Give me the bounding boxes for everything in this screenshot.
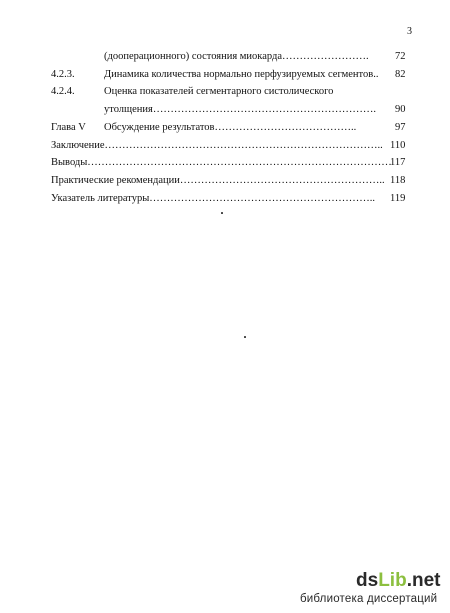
scan-speck xyxy=(221,212,223,214)
toc-entry-title: Обсуждение результатов………………………………….. xyxy=(104,122,357,133)
toc-entry-page: 97 xyxy=(395,122,406,133)
toc-entry-title: Указатель литературы……………………………………………………….. xyxy=(51,193,376,204)
toc-entry-title: Оценка показателей сегментарного систолического xyxy=(104,86,334,97)
watermark-logo-lib: Lib xyxy=(378,570,407,591)
toc-entry-title: Выводы…………………………………………………………………………… xyxy=(51,157,392,168)
toc-entry-page: 117 xyxy=(390,157,406,168)
watermark-logo xyxy=(356,570,440,592)
toc-entry-title: Практические рекомендации………………………………………………….. xyxy=(51,175,385,186)
watermark-subtitle: библиотека диссертаций xyxy=(300,593,438,605)
scan-speck xyxy=(244,336,246,338)
toc-entry-page: 82 xyxy=(395,69,406,80)
toc-entry-label: 4.2.3. xyxy=(51,69,75,80)
toc-entry-title: Заключение…………………………………………………………………….. xyxy=(51,140,383,151)
watermark-logo-net: .net xyxy=(406,570,441,591)
toc-entry-page: 110 xyxy=(390,140,406,151)
page-number: 3 xyxy=(407,26,412,37)
toc-entry-title: (дооперационного) состояния миокарда……………………. xyxy=(104,51,369,62)
toc-entry-label: 4.2.4. xyxy=(51,86,75,97)
toc-entry-page: 119 xyxy=(390,193,406,204)
toc-entry-page: 72 xyxy=(395,51,406,62)
toc-entry-page: 90 xyxy=(395,104,406,115)
watermark-logo-ds: ds xyxy=(356,570,379,591)
toc-entry-title: утолщения………………………………………………………. xyxy=(104,104,376,115)
toc-entry-page: 118 xyxy=(390,175,406,186)
toc-entry-label: Глава V xyxy=(51,122,86,133)
toc-entry-title: Динамика количества нормально перфузируемых сегментов.. xyxy=(104,69,379,80)
